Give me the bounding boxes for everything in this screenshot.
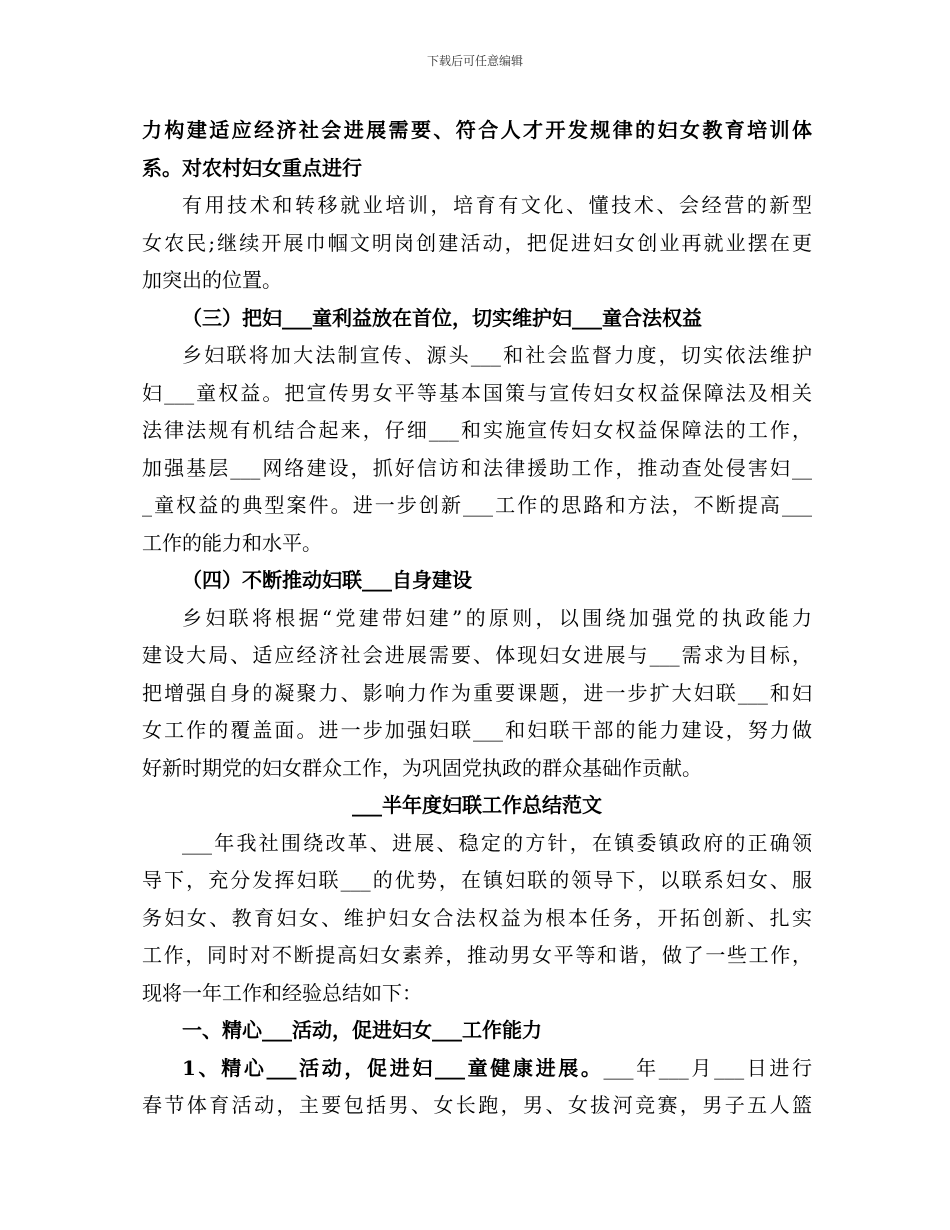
text-line: _童权益的典型案件。进一步创新___工作的思路和方法，不断提高___ bbox=[142, 493, 812, 517]
text-line: 妇___童权益。把宣传男女平等基本国策与宣传妇女权益保障法及相关 bbox=[142, 380, 812, 405]
section-heading: （三）把妇___童利益放在首位，切实维护妇___童合法权益 bbox=[182, 305, 702, 330]
normal-text: ___年___月___日进行 bbox=[603, 1055, 812, 1080]
text-line: 女工作的覆盖面。进一步加强妇联___和妇联干部的能力建设，努力做 bbox=[142, 718, 812, 742]
bold-text: 系。对农村妇女重点进行 bbox=[142, 155, 362, 180]
text-line: 加强基层___网络建设，抓好信访和法律援助工作，推动查处侵害妇__ bbox=[142, 455, 812, 480]
section-heading: 一、精心___活动，促进妇女___工作能力 bbox=[182, 1018, 542, 1042]
text-line: 务妇女、教育妇女、维护妇女合法权益为根本任务，开拓创新、扎实 bbox=[142, 905, 812, 930]
text-line: 工作的能力和水平。 bbox=[142, 530, 322, 555]
text-line: 春节体育活动，主要包括男、女长跑，男、女拔河竞赛，男子五人篮 bbox=[142, 1093, 812, 1117]
text-line: 导下，充分发挥妇联___的优势，在镇妇联的领导下，以联系妇女、服 bbox=[142, 868, 812, 892]
text-line: 建设大局、适应经济社会进展需要、体现妇女进展与___需求为目标， bbox=[142, 643, 812, 667]
text-line bbox=[142, 1050, 812, 1088]
text-line: ___年我社围绕改革、进展、稳定的方针，在镇委镇政府的正确领 bbox=[182, 830, 812, 855]
text-line: 法律法规有机结合起来，仔细___和实施宣传妇女权益保障法的工作， bbox=[142, 418, 812, 442]
text-line: 力构建适应经济社会进展需要、符合人才开发规律的妇女教育培训体 bbox=[142, 118, 812, 142]
text-line: 好新时期党的妇女群众工作，为巩固党执政的群众基础作贡献。 bbox=[142, 755, 702, 780]
text-line: 把增强自身的凝聚力、影响力作为重要课题，进一步扩大妇联___和妇 bbox=[142, 680, 812, 705]
document-title: ___半年度妇联工作总结范文 bbox=[352, 793, 602, 817]
section-heading: （四）不断推动妇联___自身建设 bbox=[182, 568, 472, 592]
text-line: 现将一年工作和经验总结如下： bbox=[142, 980, 422, 1005]
text-line bbox=[142, 150, 812, 188]
text-line: 乡妇联将根据“党建带妇建”的原则，以围绕加强党的执政能力 bbox=[182, 605, 812, 630]
bold-text: 1、精心___活动，促进妇___童健康进展。 bbox=[182, 1055, 604, 1080]
text-line: 乡妇联将加大法制宣传、源头___和社会监督力度，切实依法维护 bbox=[182, 343, 812, 367]
document-body bbox=[142, 112, 812, 1125]
text-line: 加突出的位置。 bbox=[142, 268, 282, 292]
text-line: 有用技术和转移就业培训，培育有文化、懂技术、会经营的新型 bbox=[182, 193, 812, 217]
text-line: 工作，同时对不断提高妇女素养，推动男女平等和谐，做了一些工作， bbox=[142, 943, 812, 967]
text-line: 女农民;继续开展巾帼文明岗创建活动，把促进妇女创业再就业摆在更 bbox=[142, 230, 812, 255]
page-header: 下载后可任意编辑 bbox=[426, 54, 523, 68]
